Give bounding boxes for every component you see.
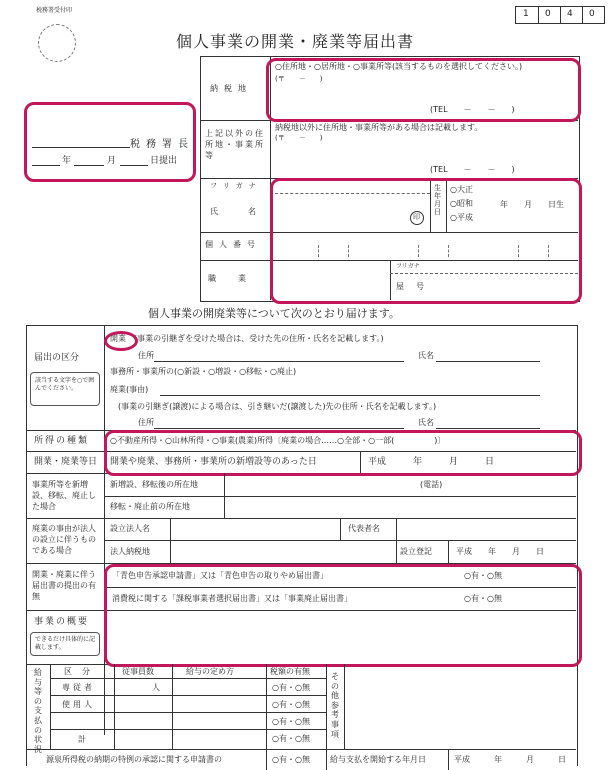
- office-line[interactable]: 事務所・事業所の(○新設・○増設・○移転・○廃止): [110, 367, 297, 376]
- office-highlight: [24, 102, 196, 182]
- open-date-desc: 開業や廃業、事務所・事業所の新増設等のあった日: [110, 457, 317, 467]
- shop-label: 屋号: [396, 282, 436, 291]
- footer-date[interactable]: 平成 年 月 日: [454, 755, 566, 764]
- corp-name-label: 設立法人名: [110, 524, 150, 533]
- payroll-row-kubun: 使用人: [62, 700, 95, 709]
- date-year-label: 年: [62, 156, 72, 166]
- statement: 個人事業の開廃業等について次のとおり届けます。: [148, 307, 400, 320]
- income-label: 所得の種類: [34, 436, 90, 446]
- payroll-header-method: 給与の定め方: [186, 667, 234, 676]
- related-row2: 消費税に関する「課税事業者選択届出書」又は「事業廃止届出書」: [112, 594, 352, 603]
- summary-hint: できるだけ具体的に記載します。: [35, 636, 96, 651]
- job-label: 職業: [208, 274, 268, 283]
- era-option-heisei[interactable]: ○平成: [450, 213, 473, 222]
- doc-code-digit: 4: [567, 9, 573, 19]
- incorporation-label: 廃業の事由が法人の設立に伴うものである場合: [32, 524, 96, 555]
- office-label: 税務署長: [130, 139, 194, 150]
- close-note: (事業の引継ぎ(譲渡)による場合は、引き継いだ(譲渡した)先の住所・氏名を記載します。): [118, 402, 437, 411]
- payroll-header-count: 従事員数: [122, 667, 154, 676]
- close-address-label: 住所: [138, 418, 154, 427]
- footer-mid: 給与支払を開始する年月日: [330, 755, 426, 764]
- related-label: 開業・廃業に伴う届出書の提出の有無: [32, 570, 96, 601]
- alt-address-note: 納税地以外に住所地・事業所等がある場合は記載します。: [275, 123, 483, 132]
- open-address-label: 住所: [138, 351, 154, 360]
- stamp-label: 税務署受付印: [36, 7, 73, 14]
- form-title: 個人事業の開業・廃業等届出書: [176, 32, 415, 51]
- tax-place-label: 納税地: [210, 84, 252, 93]
- related-yn2[interactable]: ○有・○無: [464, 594, 502, 603]
- era-option-showa[interactable]: ○昭和: [450, 199, 473, 208]
- alt-address-postal[interactable]: (〒 － ): [275, 134, 323, 142]
- close-name-label: 氏名: [418, 418, 434, 427]
- open-date-value[interactable]: 平成 年 月 日: [368, 457, 495, 467]
- tax-place-highlight: [266, 58, 581, 122]
- payroll-row-count: 人: [152, 683, 160, 692]
- reg-label: 設立登記: [400, 547, 432, 556]
- related-row1: 「青色申告承認申請書」又は「青色申告の取りやめ届出書」: [112, 571, 328, 580]
- open-date-label: 開業・廃業等日: [34, 457, 98, 467]
- stamp-circle: [38, 24, 76, 62]
- tax-place-options[interactable]: ○住所地・○居所地・○事業所等(該当するものを選択してください。): [275, 62, 523, 71]
- doc-code-digit: 0: [545, 9, 551, 19]
- date-day-label: 日提出: [150, 156, 178, 166]
- open-word[interactable]: 開業: [110, 334, 126, 343]
- office-move-old-label: 移転・廃止前の所在地: [110, 502, 190, 511]
- date-month-label: 月: [107, 156, 117, 166]
- related-yn1[interactable]: ○有・○無: [464, 571, 502, 580]
- payroll-row-yn[interactable]: ○有・○無: [272, 700, 310, 709]
- notification-hint: 該当する文字を○で囲んでください。: [35, 377, 95, 392]
- income-highlight: [104, 430, 582, 476]
- summary-label: 事業の概要: [34, 617, 90, 627]
- payroll-row-yn[interactable]: ○有・○無: [272, 717, 310, 726]
- open-circle-highlight: [104, 331, 138, 351]
- payroll-row-kubun: 専従者: [62, 683, 95, 692]
- alt-address-label: 上記以外の住所地・事業所等: [205, 129, 265, 161]
- payroll-row-yn[interactable]: ○有・○無: [272, 683, 310, 692]
- reg-date[interactable]: 平成 年 月 日: [456, 547, 544, 556]
- office-move-label: 事業所等を新増設、移転、廃止した場合: [32, 480, 96, 511]
- name-highlight: [270, 178, 582, 304]
- office-move-phone: (電話): [420, 480, 443, 489]
- tax-place-postal[interactable]: (〒 － ): [275, 75, 323, 83]
- payroll-row-yn[interactable]: ○有・○無: [272, 734, 310, 743]
- income-options[interactable]: ○不動産所得・○山林所得・○事業(農業)所得〔廃業の場合……○全部・○一部( )〕: [110, 436, 446, 445]
- office-move-new-label: 新増設、移転後の所在地: [110, 480, 198, 489]
- footer-left: 源泉所得税の納期の特例の承認に関する申請書の: [46, 755, 222, 764]
- payroll-total: 計: [78, 735, 86, 744]
- corp-tax-place-label: 法人納税地: [110, 547, 150, 556]
- footer-yn[interactable]: ○有・○無: [272, 755, 310, 764]
- shop-furigana-label: フリガナ: [396, 263, 420, 270]
- open-name-label: 氏名: [418, 351, 434, 360]
- close-line[interactable]: 廃業(事由): [110, 385, 149, 394]
- seal-label: 印: [413, 213, 420, 221]
- payroll-header-kubun: 区分: [64, 667, 100, 676]
- doc-code-box: [515, 6, 605, 24]
- birth-label: 生年月日: [434, 184, 441, 217]
- doc-code-digit: 1: [523, 9, 529, 19]
- related-highlight: [104, 564, 582, 667]
- payroll-side-label: 給与等の支払の状況: [34, 668, 42, 754]
- birth-ymd[interactable]: 年 月 日生: [500, 200, 564, 209]
- furigana-label: フリガナ: [210, 182, 262, 190]
- rep-name-label: 代表者名: [348, 524, 380, 533]
- mynumber-label: 個人番号: [205, 240, 261, 249]
- alt-address-tel[interactable]: (TEL － － ): [430, 165, 515, 174]
- doc-code-digit: 0: [589, 9, 595, 19]
- name-label: 氏名: [210, 207, 286, 216]
- other-reference-label: その他参考事項: [331, 672, 339, 739]
- open-note: (事業の引継ぎを受けた場合は、受けた先の住所・氏名を記載します。): [134, 334, 384, 343]
- tax-place-tel[interactable]: (TEL － － ): [430, 105, 515, 114]
- era-option-taisho[interactable]: ○大正: [450, 185, 473, 194]
- payroll-header-tax: 税額の有無: [270, 667, 310, 676]
- notification-label: 届出の区分: [34, 353, 80, 363]
